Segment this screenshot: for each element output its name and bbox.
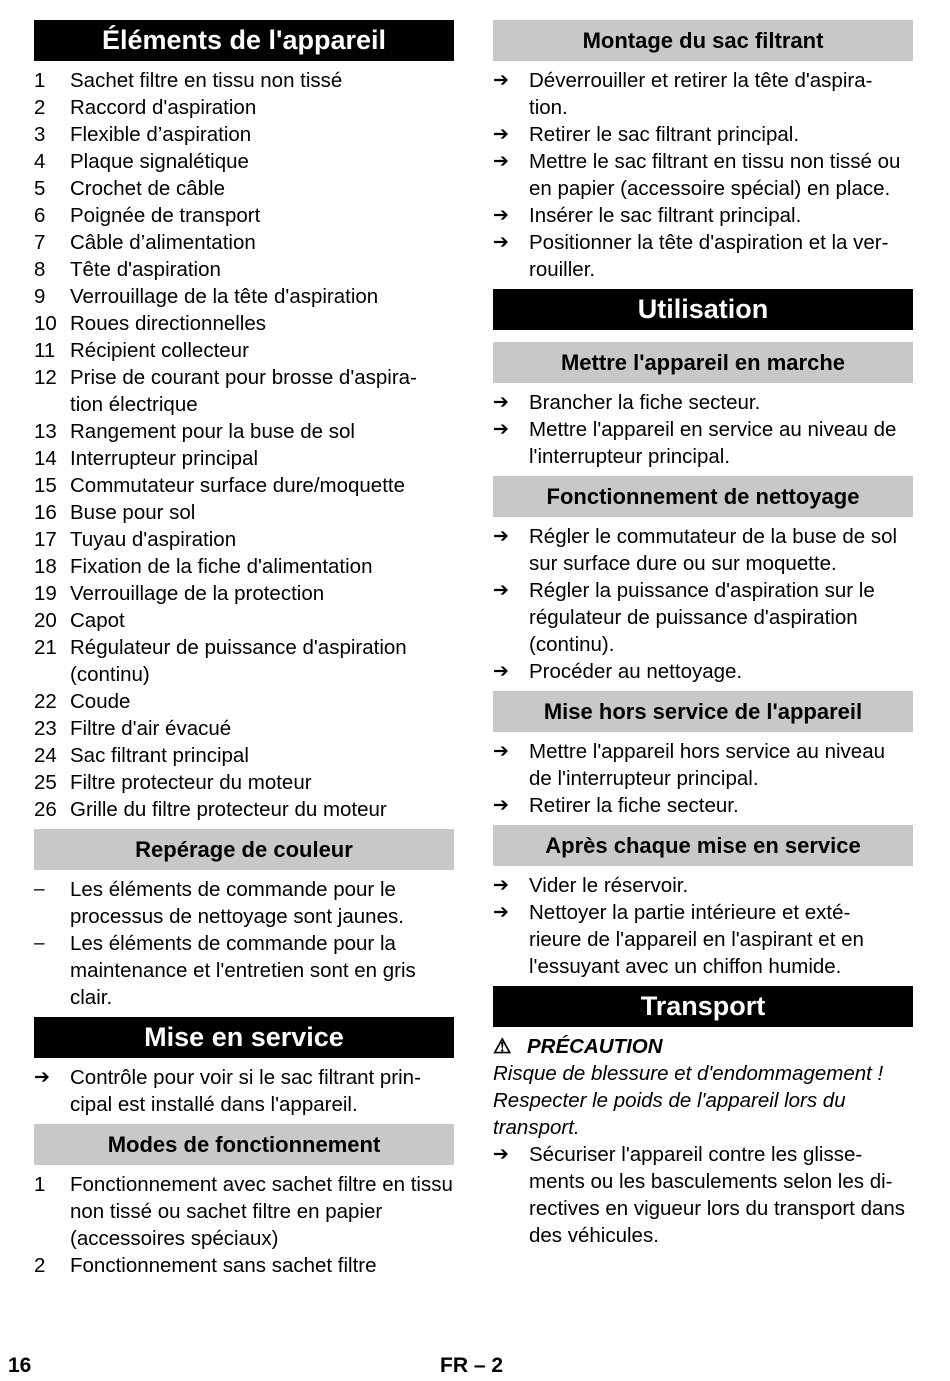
arrow-right-icon: ➔ [493,741,509,762]
modes-list [34,1171,454,1279]
list-item [493,658,913,685]
item-number: 19 [34,582,57,605]
item-text: Coude [70,690,131,713]
item-text: Plaque signalétique [70,150,249,173]
item-text: Mettre le sac filtrant en tissu non tissé ou en papier (accessoire spécial) en place. [529,150,901,200]
list-item [34,930,454,1011]
list-item [493,148,913,202]
arrow-right-icon: ➔ [493,70,509,91]
list-item [34,715,454,742]
arrow-right-icon: ➔ [493,205,509,226]
item-text: Filtre protecteur du moteur [70,771,312,794]
item-text: Retirer la fiche secteur. [529,794,739,817]
arrow-right-icon: ➔ [493,580,509,601]
item-text: Régler la puissance d'aspiration sur le régulateur de puissance d'aspiration (continu). [529,579,875,656]
item-number: 16 [34,501,57,524]
item-text: Brancher la fiche secteur. [529,391,761,414]
color-list [34,876,454,1011]
item-number: 20 [34,609,57,632]
list-item [34,499,454,526]
item-text: Insérer le sac filtrant principal. [529,204,802,227]
item-number: 15 [34,474,57,497]
section-title-transport: Transport [493,986,913,1027]
list-item [34,526,454,553]
item-text: Fonctionnement avec sachet filtre en tissu non tissé ou sachet filtre en papier (accessoires spéciaux) [70,1173,453,1250]
heading-switch-off: Mise hors service de l'appareil [493,691,913,732]
switch-on-list [493,389,913,470]
item-number: 21 [34,636,57,659]
item-number: 9 [34,285,46,308]
arrow-right-icon: ➔ [493,151,509,172]
list-item [493,389,913,416]
arrow-right-icon: ➔ [493,419,509,440]
heading-operating-modes: Modes de fonctionnement [34,1124,454,1165]
item-text: Tuyau d'aspiration [70,528,237,551]
mount-list [493,67,913,283]
item-text: Sécuriser l'appareil contre les glisse- ments ou les basculements selon les di- rectives en vigueur lors du transport dans des véhicules. [529,1143,906,1247]
item-text: Procéder au nettoyage. [529,660,743,683]
list-item [34,742,454,769]
list-item [34,769,454,796]
language-page-label: FR – 2 [440,1354,504,1377]
caution-text: Risque de blessure et d'endommagement ! Respecter le poids de l'appareil lors du transport. [493,1062,884,1139]
list-item [493,872,913,899]
item-text: Commutateur surface dure/moquette [70,474,405,497]
list-item [34,94,454,121]
section-title-elements: Éléments de l'appareil [34,20,454,61]
transport-list [493,1141,913,1249]
switch-off-list [493,738,913,819]
list-item [34,229,454,256]
arrow-right-icon: ➔ [34,1067,50,1088]
caution-label: PRÉCAUTION [527,1035,663,1058]
item-text: Positionner la tête d'aspiration et la ver- rouiller. [529,231,889,281]
item-number: 4 [34,150,46,173]
item-text: Fixation de la fiche d'alimentation [70,555,373,578]
list-item [493,229,913,283]
item-text: Vider le réservoir. [529,874,689,897]
arrow-right-icon: ➔ [493,124,509,145]
item-text: Sac filtrant principal [70,744,249,767]
item-text: Contrôle pour voir si le sac filtrant prin- cipal est installé dans l'appareil. [70,1066,421,1116]
list-item [34,1252,454,1279]
item-number: 2 [34,96,46,119]
arrow-right-icon: ➔ [493,875,509,896]
list-item [34,607,454,634]
item-text: Régler le commutateur de la buse de sol sur surface dure ou sur moquette. [529,525,898,575]
cleaning-list [493,523,913,685]
list-item [493,202,913,229]
item-text: Filtre d'air évacué [70,717,232,740]
item-text: Tête d'aspiration [70,258,221,281]
dash-bullet: – [34,879,45,900]
item-text: Rangement pour la buse de sol [70,420,355,443]
list-item [493,416,913,470]
item-number: 23 [34,717,57,740]
list-item [493,121,913,148]
item-number: 26 [34,798,57,821]
item-number: 13 [34,420,57,443]
item-text: Câble d’alimentation [70,231,256,254]
item-text: Nettoyer la partie intérieure et exté- rieure de l'appareil en l'aspirant et en l'essuyant avec un chiffon humide. [529,901,864,978]
list-item [493,577,913,658]
list-item [34,876,454,930]
list-item [34,1064,454,1118]
page-number: 16 [8,1354,32,1377]
list-item [34,634,454,688]
heading-color-marking: Repérage de couleur [34,829,454,870]
list-item [34,418,454,445]
list-item [34,148,454,175]
item-number: 5 [34,177,46,200]
list-item [34,310,454,337]
item-number: 2 [34,1254,46,1277]
arrow-right-icon: ➔ [493,661,509,682]
heading-after-use: Après chaque mise en service [493,825,913,866]
item-number: 1 [34,69,46,92]
item-text: Verrouillage de la tête d'aspiration [70,285,379,308]
heading-filter-mounting: Montage du sac filtrant [493,20,913,61]
arrow-right-icon: ➔ [493,1144,509,1165]
item-text: Raccord d'aspiration [70,96,257,119]
item-number: 18 [34,555,57,578]
list-item [493,1141,913,1249]
list-item [493,523,913,577]
heading-cleaning: Fonctionnement de nettoyage [493,476,913,517]
item-text: Verrouillage de la protection [70,582,325,605]
dash-bullet: – [34,933,45,954]
after-use-list [493,872,913,980]
item-number: 17 [34,528,57,551]
list-item [493,899,913,980]
item-number: 24 [34,744,57,767]
list-item [493,738,913,792]
list-item [34,580,454,607]
left-column [34,20,454,1279]
warning-triangle-icon: ⚠ [493,1035,512,1058]
item-text: Retirer le sac filtrant principal. [529,123,800,146]
list-item [34,1171,454,1252]
list-item [34,472,454,499]
list-item [493,67,913,121]
item-text: Fonctionnement sans sachet filtre [70,1254,377,1277]
arrow-right-icon: ➔ [493,232,509,253]
item-text: Grille du filtre protecteur du moteur [70,798,387,821]
item-text: Crochet de câble [70,177,225,200]
item-text: Capot [70,609,125,632]
item-text: Interrupteur principal [70,447,259,470]
item-number: 1 [34,1173,46,1196]
list-item [34,337,454,364]
item-number: 12 [34,366,57,389]
list-item [34,67,454,94]
item-text: Déverrouiller et retirer la tête d'aspira- tion. [529,69,873,119]
item-number: 14 [34,447,57,470]
item-number: 8 [34,258,46,281]
item-text: Les éléments de commande pour le processus de nettoyage sont jaunes. [70,878,404,928]
arrow-right-icon: ➔ [493,795,509,816]
item-text: Poignée de transport [70,204,261,227]
arrow-right-icon: ➔ [493,392,509,413]
item-text: Régulateur de puissance d'aspiration (continu) [70,636,407,686]
item-number: 11 [34,339,56,362]
list-item [34,283,454,310]
item-text: Mettre l'appareil en service au niveau de l'interrupteur principal. [529,418,897,468]
section-title-startup: Mise en service [34,1017,454,1058]
item-text: Flexible d’aspiration [70,123,252,146]
item-text: Les éléments de commande pour la maintenance et l'entretien sont en gris clair. [70,932,416,1009]
item-number: 7 [34,231,46,254]
item-text: Mettre l'appareil hors service au niveau de l'interrupteur principal. [529,740,886,790]
list-item [34,688,454,715]
item-number: 25 [34,771,57,794]
item-text: Récipient collecteur [70,339,249,362]
list-item [493,792,913,819]
item-number: 6 [34,204,46,227]
arrow-right-icon: ➔ [493,902,509,923]
item-text: Buse pour sol [70,501,196,524]
item-number: 3 [34,123,46,146]
elements-list [34,67,454,823]
list-item [34,553,454,580]
arrow-right-icon: ➔ [493,526,509,547]
list-item [34,175,454,202]
list-item [34,364,454,418]
item-text: Sachet filtre en tissu non tissé [70,69,343,92]
item-text: Roues directionnelles [70,312,267,335]
item-text: Prise de courant pour brosse d'aspira- tion électrique [70,366,417,416]
section-title-use: Utilisation [493,289,913,330]
item-number: 10 [34,312,57,335]
caution-heading [493,1033,913,1060]
list-item [34,445,454,472]
heading-switch-on: Mettre l'appareil en marche [493,342,913,383]
list-item [34,202,454,229]
item-number: 22 [34,690,57,713]
list-item [34,121,454,148]
list-item [34,796,454,823]
startup-list [34,1064,454,1118]
list-item [34,256,454,283]
right-column [493,20,913,1249]
